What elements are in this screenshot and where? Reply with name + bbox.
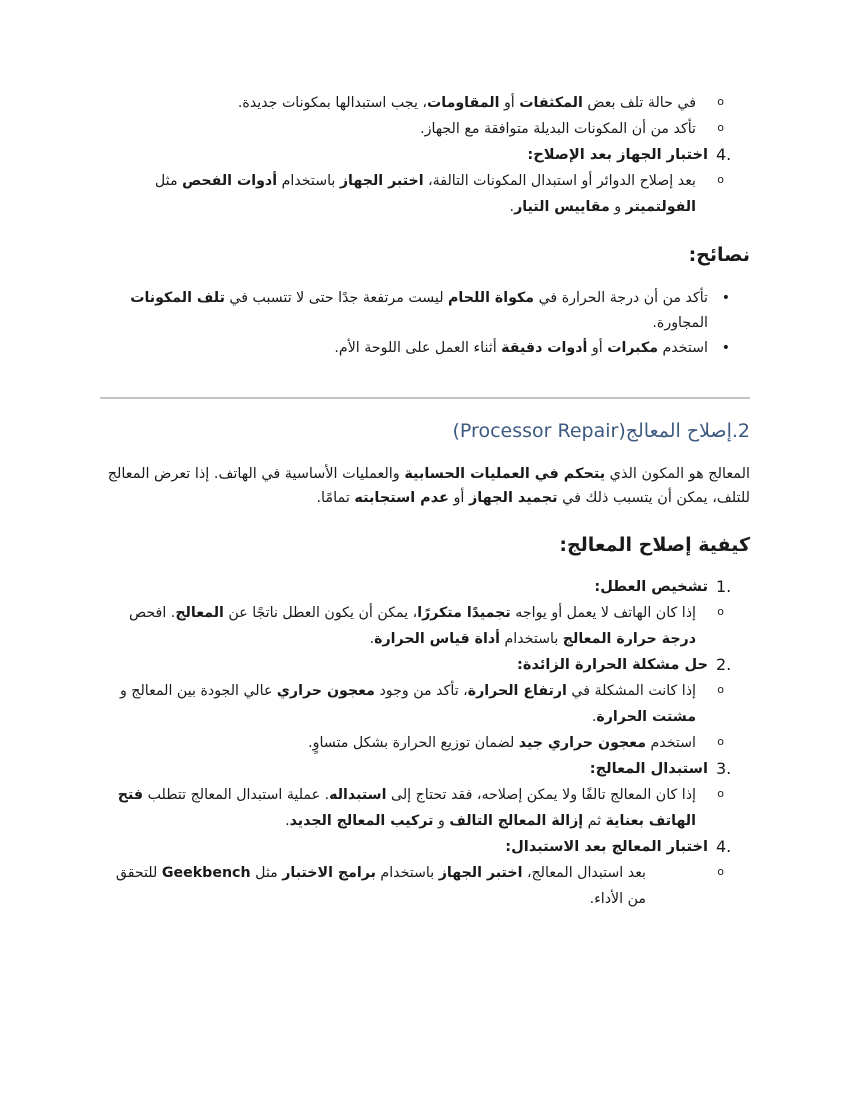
section-divider: [100, 397, 750, 399]
list-item: o بعد إصلاح الدوائر أو استبدال المكونات التالفة، اختبر الجهاز باستخدام أدوات الفحص مثل الفولتميتر و مقاييس التيار.: [100, 168, 750, 220]
list-item: o استخدم معجون حراري جيد لضمان توزيع الحرارة بشكل متساوٍ.: [100, 730, 750, 756]
numbered-step: 4. اختبار الجهاز بعد الإصلاح:: [527, 145, 732, 164]
intro-paragraph: المعالج هو المكون الذي يتحكم في العمليات الحسابية والعمليات الأساسية في الهاتف. إذا تعرض المعالج للتلف، يمكن أن يتسبب ذلك في تجميد الجهاز أو عدم استجابته تمامًا.: [107, 466, 750, 506]
list-item: o تأكد من أن المكونات البديلة متوافقة مع الجهاز.: [100, 116, 750, 142]
tips-heading: نصائح:: [688, 244, 750, 266]
list-item: o إذا كان الهاتف لا يعمل أو يواجه تجميدًا متكررًا، يمكن أن يكون العطل ناتجًا عن المعالج. افحص درجة حرارة المعالج باستخدام أداة قياس الحرارة.: [100, 600, 750, 652]
numbered-step: 1. تشخيص العطل:: [594, 577, 732, 596]
numbered-step: 3. استبدال المعالج:: [589, 759, 732, 778]
numbered-step: 2. حل مشكلة الحرارة الزائدة:: [517, 655, 732, 674]
numbered-step: 4. اختبار المعالج بعد الاستبدال:: [505, 837, 732, 856]
list-item: o بعد استبدال المعالج، اختبر الجهاز باستخدام برامج الاختبار مثل Geekbench للتحقق من الأداء.: [100, 860, 750, 912]
list-item: o إذا كانت المشكلة في ارتفاع الحرارة، تأكد من وجود معجون حراري عالي الجودة بين المعالج و مشتت الحرارة.: [100, 678, 750, 730]
tip-item: • تأكد من أن درجة الحرارة في مكواة اللحام ليست مرتفعة جدًا حتى لا تتسبب في تلف المكونات المجاورة.: [100, 286, 750, 336]
section-title: 2.إصلاح المعالج(Processor Repair): [452, 420, 750, 442]
document-page: [100, 88, 750, 912]
howto-heading: كيفية إصلاح المعالج:: [559, 534, 750, 556]
list-item: o في حالة تلف بعض المكثفات أو المقاومات، يجب استبدالها بمكونات جديدة.: [100, 90, 750, 116]
list-item: o إذا كان المعالج تالفًا ولا يمكن إصلاحه، فقد تحتاج إلى استبداله. عملية استبدال المعالج تتطلب فتح الهاتف بعناية ثم إزالة المعالج التالف و تركيب المعالج الجديد.: [100, 782, 750, 834]
tip-item: • استخدم مكبرات أو أدوات دقيقة أثناء العمل على اللوحة الأم.: [100, 336, 750, 361]
